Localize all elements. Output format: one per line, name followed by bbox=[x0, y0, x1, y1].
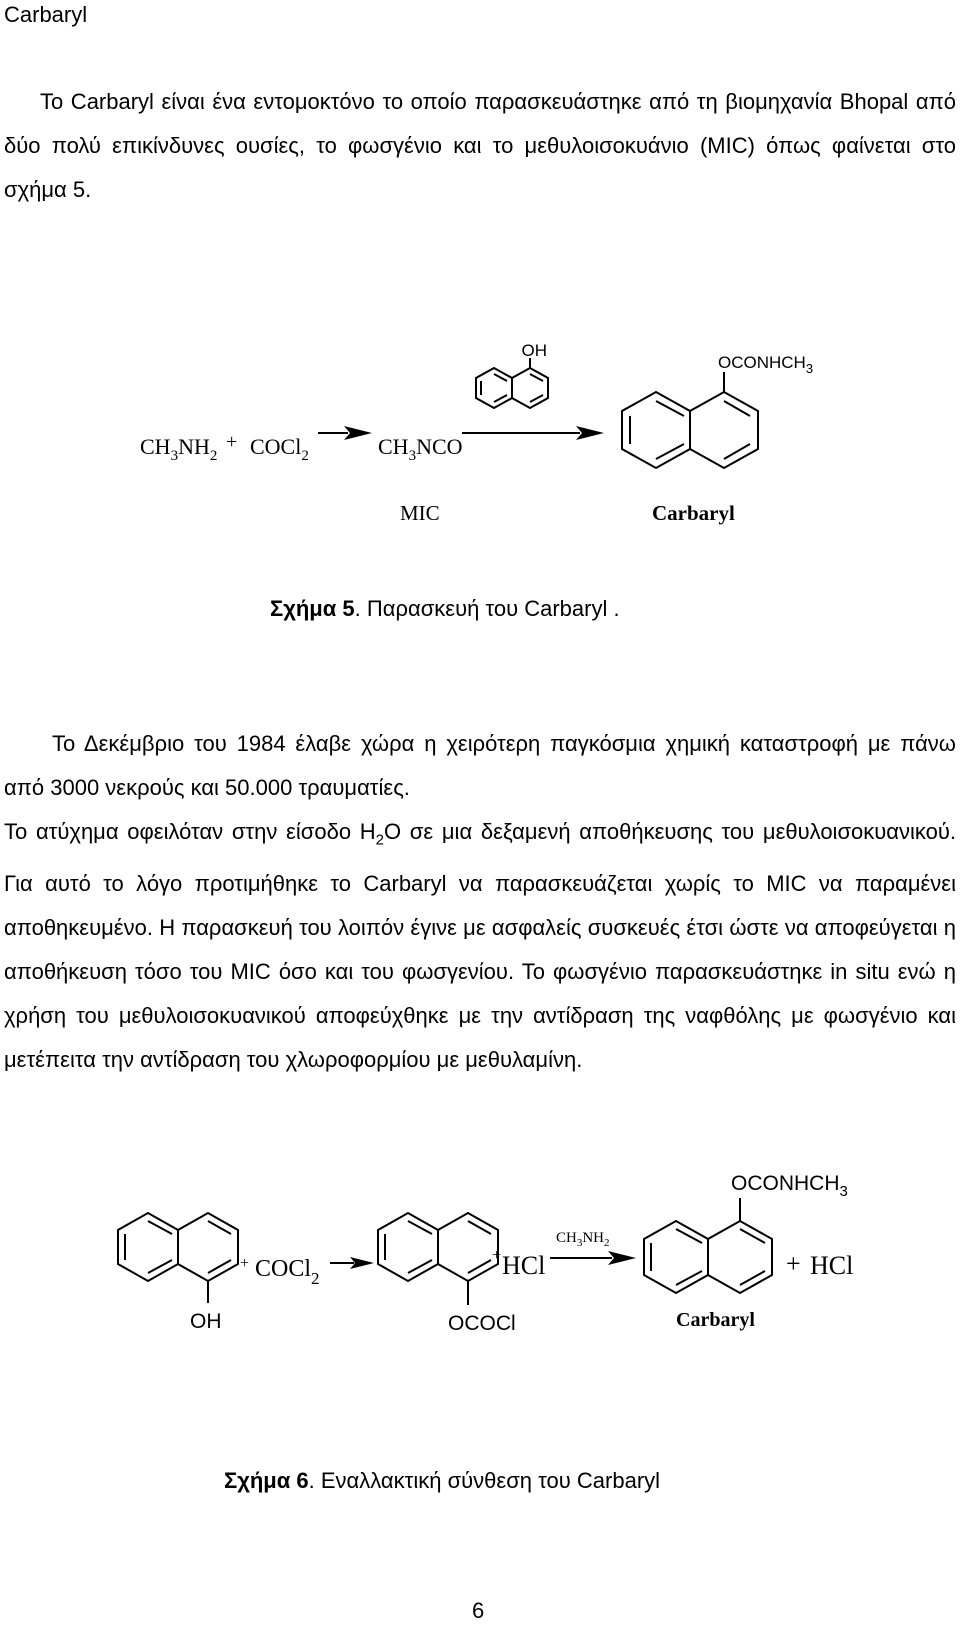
carbaryl-group-sub-2: 3 bbox=[839, 1183, 848, 1200]
reaction-arrow-3 bbox=[330, 1257, 374, 1269]
water-subscript: 2 bbox=[375, 831, 384, 849]
mic-sub: 3 bbox=[408, 448, 417, 464]
accident-text-b: O σε μια δεξαμενή αποθήκευσης του μεθυλοισοκυανικού. Για αυτό το λόγο προτιμήθηκε το Carbaryl να παρασκευάζεται χωρίς το MIC να παραμένει αποθηκευμένο. Η παρασκευή του λοιπόν έγινε με ασφαλείς συσκευές έτσι ώστε να αποφεύγεται η αποθήκευση τόσο του MIC όσο και του φωσγενίου. Το φωσγένιο παρασκευάστηκε in situ ενώ η χρήση του μεθυλοισοκυανικού αποφεύχθηκε με την αντίδραση της ναφθόλης με φωσγένιο και μετέπειτα την αντίδραση του χλωροφορμίου με μεθυλαμίνη. bbox=[4, 819, 957, 1073]
figure-5-reaction-scheme bbox=[0, 330, 960, 530]
page-number: 6 bbox=[472, 1598, 485, 1623]
carbaryl-structure bbox=[622, 372, 758, 468]
plus-sign-3: + bbox=[786, 1249, 801, 1278]
svg-text:COCl2 bbox=[250, 434, 309, 464]
naphthol-structure-2 bbox=[118, 1213, 238, 1303]
svg-text:COCl2 bbox=[255, 1256, 320, 1288]
carbaryl-group-sub: 3 bbox=[805, 361, 814, 376]
methylamine-reagent-sub1: 3 bbox=[576, 1237, 583, 1249]
figure-6-caption bbox=[224, 1468, 660, 1494]
phosgene-formula: COCl bbox=[250, 434, 302, 459]
phosgene-sub: 2 bbox=[301, 448, 309, 464]
chloroformate-label: OCOCl bbox=[448, 1312, 516, 1335]
figure-5-caption bbox=[270, 596, 620, 622]
reaction-arrow-2 bbox=[462, 426, 604, 440]
methylamine-reagent-sub2: 2 bbox=[604, 1237, 610, 1249]
carbaryl-group-2: OCONHCH bbox=[731, 1172, 840, 1195]
methylamine-ch: CH bbox=[140, 434, 171, 459]
methylamine-sub1: 3 bbox=[170, 448, 179, 464]
reaction-arrow-1 bbox=[318, 426, 372, 440]
chloroformate-structure bbox=[378, 1213, 498, 1305]
svg-text:CH3NH2 bbox=[556, 1230, 610, 1249]
document-title: Carbaryl bbox=[4, 2, 88, 27]
carbaryl-group: OCONHCH bbox=[718, 353, 806, 372]
plus-sign-2: + bbox=[492, 1247, 502, 1264]
figure-6-caption-text: . Εναλλακτική σύνθεση του Carbaryl bbox=[308, 1468, 661, 1493]
figure-6-caption-label: Σχήμα 6 bbox=[224, 1468, 309, 1493]
methylamine-reagent-nh: NH bbox=[582, 1230, 605, 1246]
accident-paragraph bbox=[4, 810, 956, 1082]
methylamine-sub2: 2 bbox=[209, 448, 218, 464]
methylamine-reagent-ch: CH bbox=[556, 1230, 577, 1246]
figure-5-caption-label: Σχήμα 5 bbox=[270, 596, 355, 621]
carbaryl-label: Carbaryl bbox=[652, 501, 735, 525]
reaction-arrow-4 bbox=[550, 1251, 636, 1265]
figure-5-equation bbox=[140, 341, 813, 525]
mic-ch: CH bbox=[378, 434, 409, 459]
svg-text:OCONHCH3 bbox=[718, 353, 813, 376]
methylamine-nh: NH bbox=[178, 434, 210, 459]
svg-text:CH3NH2 bbox=[140, 434, 217, 464]
svg-text:CH3NCO bbox=[378, 434, 463, 464]
phosgene-sub-2: 2 bbox=[311, 1269, 320, 1288]
carbaryl-structure-2 bbox=[644, 1198, 772, 1293]
plus-sign: + bbox=[226, 431, 238, 453]
plus-sign-1: + bbox=[240, 1255, 250, 1272]
carbaryl-label-2: Carbaryl bbox=[676, 1309, 755, 1331]
naphthol-oh-label-2: OH bbox=[190, 1310, 222, 1333]
hcl-byproduct-2: HCl bbox=[810, 1251, 854, 1280]
naphthol-structure bbox=[476, 358, 548, 408]
accident-text-a: Το ατύχημα οφειλόταν στην είσοδο H bbox=[4, 819, 376, 844]
mic-nco: NCO bbox=[416, 434, 463, 459]
phosgene-formula-2: COCl bbox=[255, 1256, 312, 1282]
naphthol-oh-label: OH bbox=[521, 341, 547, 360]
disaster-paragraph: Το Δεκέμβριο του 1984 έλαβε χώρα η χειρότερη παγκόσμια χημική καταστροφή με πάνω από 3000 νεκρούς και 50.000 τραυματίες. bbox=[4, 731, 956, 800]
hcl-byproduct-1: HCl bbox=[502, 1251, 546, 1280]
mic-label: MIC bbox=[400, 501, 440, 525]
intro-paragraph: Το Carbaryl είναι ένα εντομοκτόνο το οποίο παρασκευάστηκε από τη βιομηχανία Bhopal από δύο πολύ επικίνδυνες ουσίες, το φωσγένιο και το μεθυλοισοκυάνιο (MIC) όπως φαίνεται στο σχήμα 5. bbox=[4, 89, 956, 202]
figure-5-caption-text: . Παρασκευή του Carbaryl . bbox=[354, 596, 620, 621]
svg-text:OCONHCH3 bbox=[731, 1172, 848, 1200]
figure-6-reaction-scheme bbox=[0, 1168, 960, 1368]
